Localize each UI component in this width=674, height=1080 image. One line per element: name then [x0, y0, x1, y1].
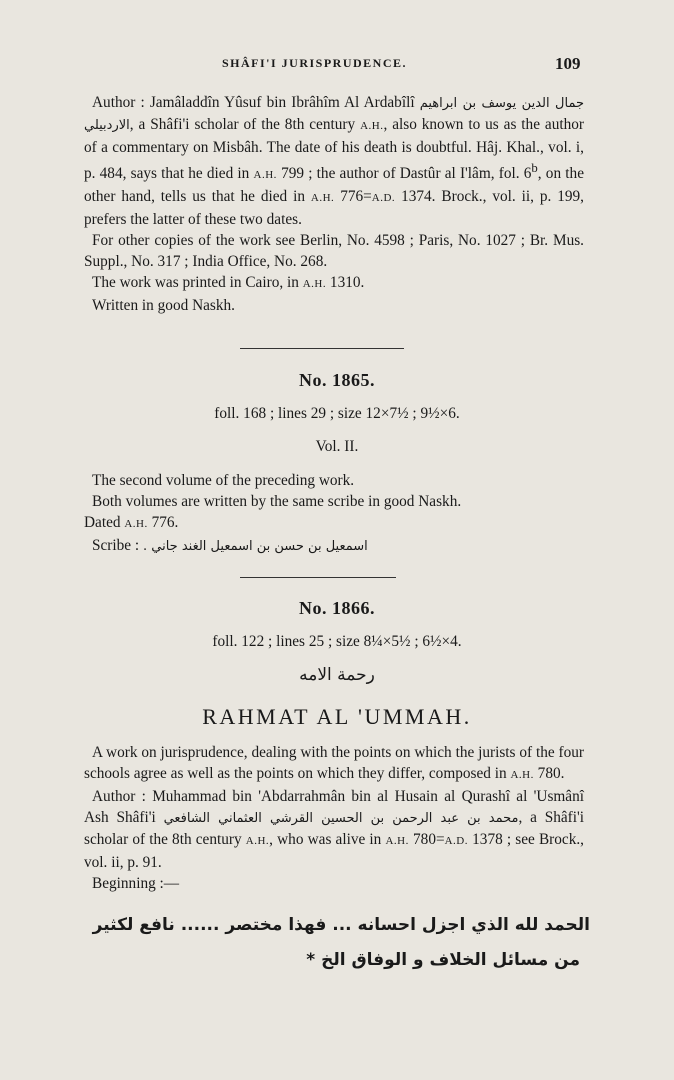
- entry-1865-p1: The second volume of the preceding work.: [92, 472, 355, 489]
- author-name: Muhammad bin 'Abdarrahmân bin al Husain al Qurashî al 'Usmânî Ash Shâfi'i: [84, 788, 584, 826]
- author-desc: 780=: [408, 831, 445, 848]
- entry-number-1865: No. 1865.: [299, 370, 375, 390]
- section-divider: [240, 348, 404, 349]
- beginning-arabic-line-1: الحمد لله الذي اجزل احسانه ... فهذا مختصر ...... نافع لكثير: [92, 915, 590, 935]
- dated-text: Dated: [84, 514, 125, 531]
- author-label: Author :: [92, 94, 150, 111]
- folio-superscript: b: [531, 161, 538, 175]
- entry-1865-volume: Vol. II.: [315, 438, 359, 455]
- section-divider: [240, 577, 396, 578]
- entry-1865-meta: foll. 168 ; lines 29 ; size 12×7½ ; 9½×6.: [214, 405, 460, 422]
- era-abbrev: A.H.: [245, 835, 270, 847]
- beginning-arabic-line-2: من مسائل الخلاف و الوفاق الخ *: [306, 950, 580, 970]
- written-paragraph: Written in good Naskh.: [92, 297, 235, 315]
- copies-paragraph: For other copies of the work see Berlin, No. 4598 ; Paris, No. 1027 ; Br. Mus. Suppl., No. 317 ; India Office, No. 268.: [84, 232, 584, 271]
- author-desc: 799 ; the author of Dastûr al I'lâm, fol. 6: [276, 165, 532, 183]
- era-abbrev: A.H.: [360, 120, 384, 132]
- scribe-label: Scribe :: [92, 537, 143, 554]
- scribe-arabic: اسمعيل بن حسن بن اسمعيل الغند جاني .: [142, 539, 368, 554]
- work-title: RAHMAT AL 'UMMAH.: [202, 704, 472, 729]
- era-abbrev: A.H.: [253, 169, 277, 182]
- author-desc: 1374. Brock., vol. ii, p. 199, prefers the latter of these two dates.: [84, 188, 584, 229]
- printed-paragraph: [84, 272, 584, 295]
- description-text: A work on jurisprudence, dealing with the points on which the jurists of the four schools agree as well as the points on which they differ, composed in: [84, 744, 584, 782]
- description-text: 780.: [533, 765, 565, 782]
- entry-number-1866: No. 1866.: [299, 598, 375, 618]
- work-title-arabic: رحمة الامه: [299, 665, 375, 685]
- page-header: [0, 54, 674, 76]
- author-desc: , on the other hand, tells us that he died in: [84, 165, 584, 206]
- era-abbrev: A.D.: [371, 192, 396, 205]
- author-arabic: جمال الدين يوسف بن ابراهيم الاردبيلي: [84, 96, 584, 133]
- entry-1866-body: [84, 742, 584, 894]
- author-desc: 776=: [334, 188, 372, 206]
- printed-text: 1310.: [326, 274, 365, 292]
- author-desc: , a Shâfi'i scholar of the 8th century: [84, 809, 584, 848]
- beginning-label: Beginning :—: [92, 875, 180, 892]
- entry-1866-description: [84, 742, 584, 786]
- author-desc: , who was alive in: [269, 831, 386, 848]
- era-abbrev: A.H.: [124, 518, 148, 530]
- entry-1866-author: [84, 786, 584, 873]
- author-arabic: محمد بن عبد الرحمن بن الحسين القرشي العثماني الشافعي: [163, 811, 519, 826]
- era-abbrev: A.H.: [385, 835, 409, 847]
- era-abbrev: A.H.: [302, 278, 327, 291]
- entry-1865-p2: Both volumes are written by the same scribe in good Naskh.: [92, 493, 462, 510]
- entry-1865-body: [84, 470, 584, 557]
- entry-1866-meta: foll. 122 ; lines 25 ; size 8¼×5½ ; 6½×4.: [212, 633, 462, 650]
- page-number: 109: [555, 54, 581, 73]
- author-label: Author :: [92, 788, 153, 805]
- era-abbrev: A.H.: [510, 769, 534, 781]
- running-title: SHÂFI'I JURISPRUDENCE.: [222, 56, 408, 70]
- printed-text: The work was printed in Cairo, in: [92, 274, 303, 292]
- author-desc: , also known to us as the author of a commentary on Misbâh. The date of his death is doubtful. Hâj. Khal., vol. i, p. 484, says that he died in: [84, 116, 584, 183]
- author-desc: , a Shâfi'i scholar of the 8th century: [129, 116, 361, 133]
- era-abbrev: A.D.: [444, 835, 468, 847]
- era-abbrev: A.H.: [310, 192, 335, 205]
- author-name: Jamâladdîn Yûsuf bin Ibrâhîm Al Ardabîlî: [149, 94, 415, 111]
- dated-text: 776.: [147, 514, 179, 531]
- entry-1865-dated: [84, 512, 584, 535]
- entry-1864-tail: [84, 92, 584, 316]
- author-paragraph: [84, 92, 584, 230]
- entry-1865-scribe: [84, 535, 584, 557]
- author-desc: 1378 ; see Brock., vol. ii, p. 91.: [84, 831, 584, 871]
